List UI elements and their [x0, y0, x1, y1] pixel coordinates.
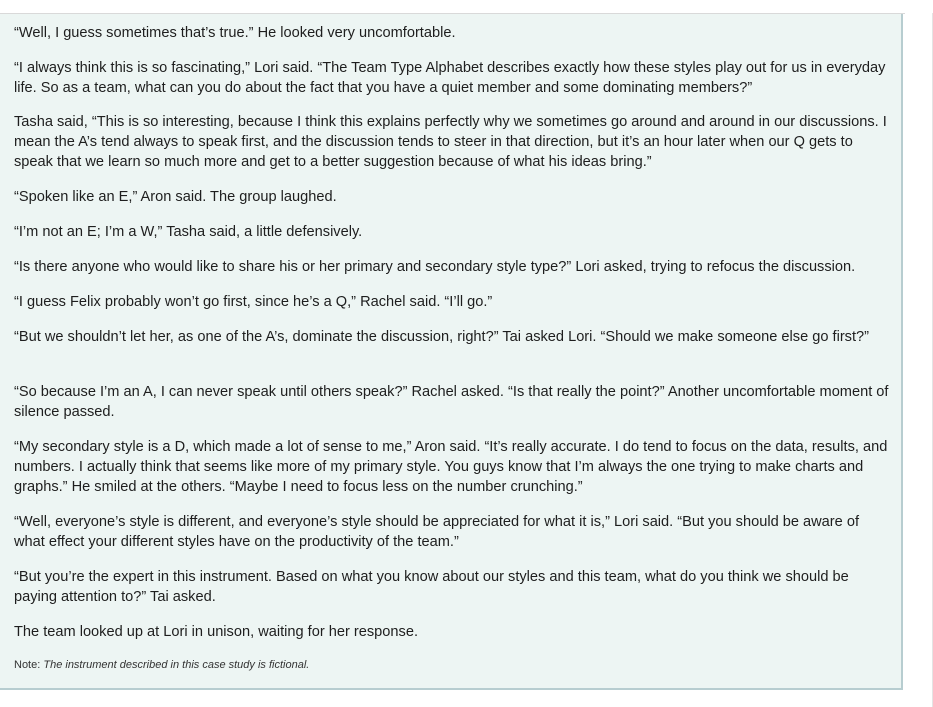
footnote	[14, 658, 309, 672]
paragraph-2: “I always think this is so fascinating,” Lori said. “The Team Type Alphabet describes exactly how these styles play out for us in everyday life. So as a team, what can you do about the fact that you have a quiet member and some dominating members?”	[14, 60, 886, 96]
footnote-label: Note:	[14, 659, 41, 671]
paragraph-1: “Well, I guess sometimes that’s true.” He looked very uncomfortable.	[14, 25, 456, 41]
paragraph-6: “Is there anyone who would like to share his or her primary and secondary style type?” Lori asked, trying to refocus the discussion.	[14, 259, 856, 275]
paragraph-13: The team looked up at Lori in unison, waiting for her response.	[14, 624, 418, 640]
paragraph-5: “I’m not an E; I’m a W,” Tasha said, a little defensively.	[14, 224, 363, 240]
paragraph-8: “But we shouldn’t let her, as one of the A’s, dominate the discussion, right?” Tai asked Lori. “Should we make someone else go first?”	[14, 329, 870, 345]
paragraph-10: “My secondary style is a D, which made a lot of sense to me,” Aron said. “It’s really accurate. I do tend to focus on the data, results, and numbers. I actually think that seems like more of my primary style. You guys know that I’m always the one trying to make charts and graphs.” He smiled at the others. “Maybe I need to focus less on the number crunching.”	[14, 439, 888, 495]
paragraph-4: “Spoken like an E,” Aron said. The group laughed.	[14, 189, 337, 205]
paragraph-7: “I guess Felix probably won’t go first, since he’s a Q,” Rachel said. “I’ll go.”	[14, 294, 493, 310]
paragraph-9: “So because I’m an A, I can never speak until others speak?” Rachel asked. “Is that really the point?” Another uncomfortable moment of silence passed.	[14, 384, 889, 420]
paragraph-12: “But you’re the expert in this instrument. Based on what you know about our styles and this team, what do you think we should be paying attention to?” Tai asked.	[14, 569, 849, 605]
paragraph-3: Tasha said, “This is so interesting, because I think this explains perfectly why we sometimes go around and around in our discussions. I mean the A’s tend always to speak first, and the discussion tends to steer in that direction, but it’s an hour later when our Q gets to speak that we learn so much more and get to a better suggestion because of what his ideas bring.”	[14, 114, 887, 170]
paragraph-11: “Well, everyone’s style is different, and everyone’s style should be appreciated for what it is,” Lori said. “But you should be aware of what effect your different styles have on the productivity of the team.”	[14, 514, 859, 550]
footnote-text: The instrument described in this case study is fictional.	[43, 659, 310, 671]
case-study-panel	[0, 14, 903, 690]
right-gutter	[905, 13, 933, 707]
